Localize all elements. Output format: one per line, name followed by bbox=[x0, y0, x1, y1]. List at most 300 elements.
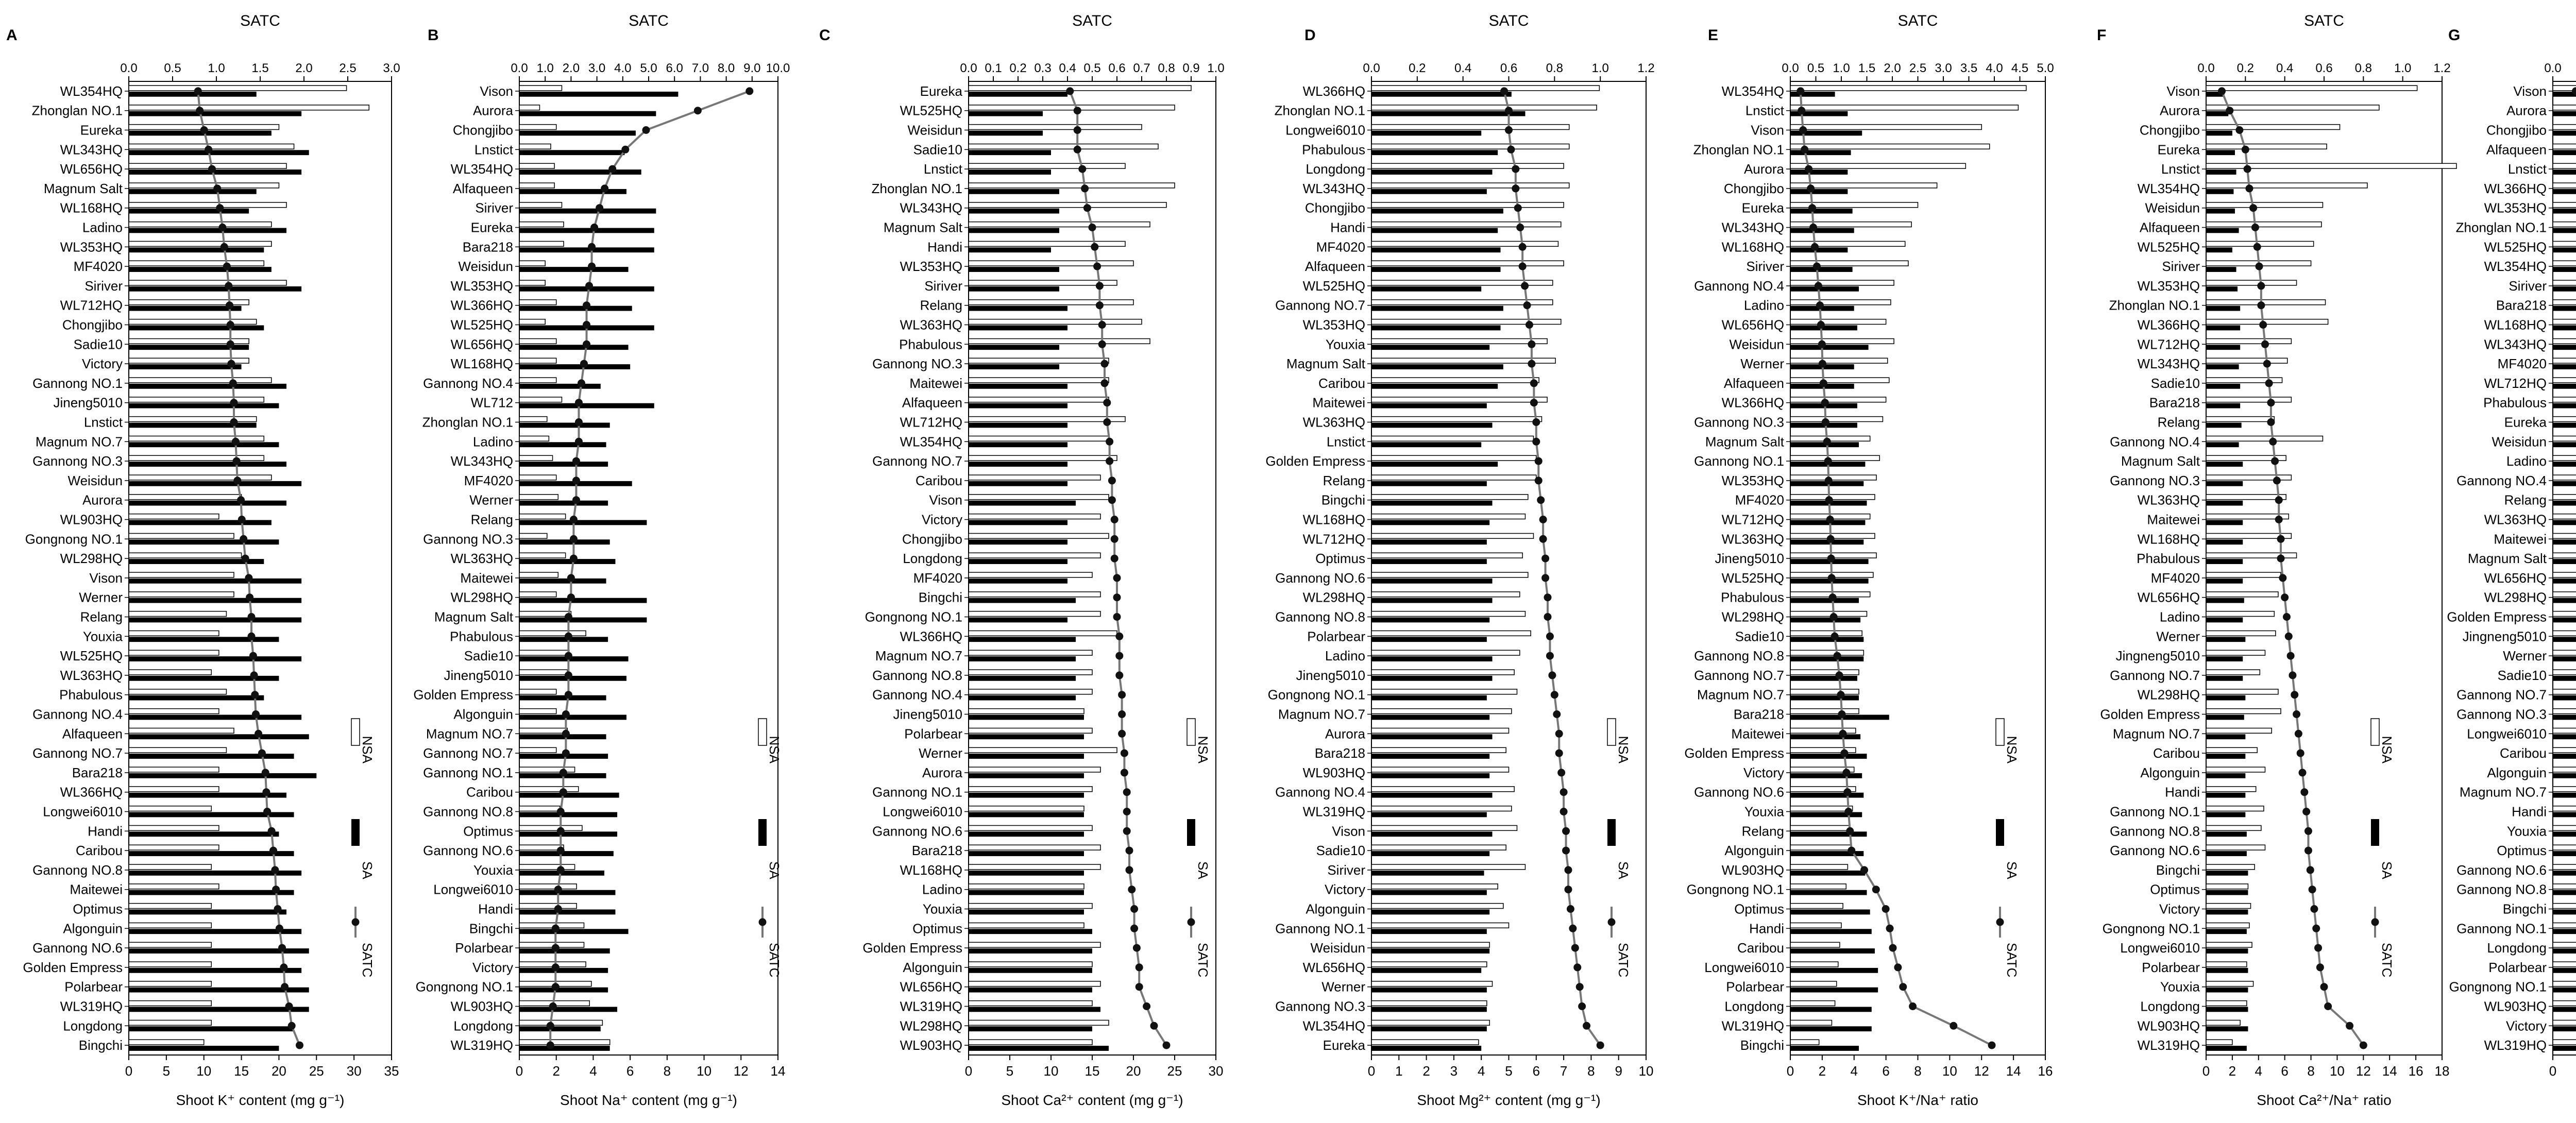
category-label: Ladino bbox=[2159, 609, 2200, 625]
category-label: Magnum NO.7 bbox=[1697, 687, 1784, 703]
satc-point bbox=[2249, 204, 2257, 212]
category-label: Gannong NO.4 bbox=[1275, 784, 1365, 800]
sa-bar bbox=[1790, 910, 1870, 915]
nsa-bar bbox=[2206, 728, 2272, 733]
satc-point bbox=[1091, 243, 1098, 251]
sa-bar bbox=[2206, 1026, 2248, 1031]
nsa-bar bbox=[2553, 962, 2576, 967]
category-label: WL168HQ bbox=[2484, 317, 2547, 333]
sa-bar bbox=[1371, 734, 1493, 739]
nsa-bar bbox=[129, 553, 242, 558]
nsa-bar bbox=[129, 747, 226, 753]
category-label: Youxia bbox=[2506, 823, 2547, 839]
sa-bar bbox=[2553, 364, 2576, 369]
nsa-bar bbox=[519, 436, 549, 441]
nsa-bar bbox=[1790, 709, 1859, 714]
satc-point bbox=[2235, 126, 2243, 134]
category-label: Phabulous bbox=[59, 687, 123, 703]
sa-bar bbox=[2553, 812, 2576, 818]
sa-bar bbox=[1371, 618, 1489, 623]
category-label: Eureka bbox=[2157, 142, 2200, 158]
satc-point bbox=[1576, 983, 1584, 991]
category-label: WL525HQ bbox=[450, 317, 513, 333]
sa-bar bbox=[1371, 578, 1493, 584]
nsa-bar bbox=[519, 300, 556, 305]
category-label: Longwei6010 bbox=[1285, 122, 1365, 138]
sa-bar bbox=[2206, 131, 2232, 136]
sa-bar bbox=[1790, 656, 1863, 661]
category-label: Handi bbox=[2512, 804, 2547, 820]
top-tick-label: 1.0 bbox=[1833, 61, 1850, 75]
satc-point bbox=[2253, 243, 2261, 251]
satc-point bbox=[1074, 146, 1081, 154]
nsa-bar bbox=[2206, 787, 2256, 792]
nsa-bar bbox=[1790, 338, 1894, 344]
top-tick-label: 3.0 bbox=[1935, 61, 1952, 75]
category-label: WL903HQ bbox=[60, 512, 123, 528]
nsa-bar bbox=[1790, 455, 1879, 461]
legend-nsa-swatch bbox=[1607, 719, 1616, 745]
sa-bar bbox=[2553, 189, 2576, 194]
category-label: WL168HQ bbox=[1721, 239, 1784, 255]
sa-bar bbox=[2553, 695, 2576, 701]
category-label: Gannong NO.3 bbox=[2110, 472, 2200, 488]
satc-point bbox=[2312, 925, 2320, 932]
satc-point bbox=[1074, 126, 1081, 134]
bottom-tick-label: 35 bbox=[384, 1063, 399, 1079]
sa-bar bbox=[969, 131, 1043, 136]
category-label: Werner bbox=[2503, 648, 2547, 664]
sa-bar bbox=[2206, 169, 2236, 175]
nsa-bar bbox=[519, 261, 545, 266]
satc-point bbox=[2287, 652, 2295, 660]
category-label: WL168HQ bbox=[60, 200, 123, 216]
category-label: MF4020 bbox=[1735, 492, 1784, 508]
category-label: Relang bbox=[1741, 823, 1784, 839]
category-label: Longdong bbox=[1724, 998, 1784, 1014]
satc-point bbox=[1899, 983, 1907, 991]
sa-bar bbox=[2553, 111, 2576, 116]
bottom-tick-label: 8 bbox=[1914, 1063, 1922, 1079]
category-label: Aurora bbox=[472, 103, 513, 118]
nsa-bar bbox=[1371, 495, 1528, 500]
sa-bar bbox=[519, 442, 606, 447]
sa-bar bbox=[1790, 1026, 1872, 1031]
category-label: Optimus bbox=[73, 901, 123, 917]
category-label: Gannong NO.1 bbox=[32, 375, 123, 391]
category-label: WL319HQ bbox=[60, 998, 123, 1014]
satc-point bbox=[1909, 1002, 1917, 1010]
satc-point bbox=[238, 516, 246, 523]
sa-bar bbox=[2206, 598, 2244, 603]
nsa-bar bbox=[2553, 300, 2576, 305]
category-label: WL343HQ bbox=[1302, 180, 1365, 196]
sa-bar bbox=[1790, 228, 1854, 233]
category-label: Longdong bbox=[1306, 161, 1365, 177]
top-tick-label: 0.0 bbox=[960, 61, 977, 75]
nsa-bar bbox=[519, 747, 556, 753]
category-label: WL525HQ bbox=[2137, 239, 2200, 255]
top-axis-title: SATC bbox=[240, 12, 280, 29]
nsa-bar bbox=[2553, 689, 2576, 694]
nsa-bar bbox=[2206, 436, 2323, 441]
panel-d bbox=[1265, 12, 1654, 1108]
legend-satc-label: SATC bbox=[1616, 943, 1631, 978]
legend-sa-label: SA bbox=[360, 861, 375, 879]
nsa-bar bbox=[519, 553, 566, 558]
nsa-bar bbox=[1371, 728, 1509, 733]
satc-point bbox=[1512, 165, 1519, 173]
sa-bar bbox=[519, 1007, 617, 1012]
nsa-bar bbox=[1371, 845, 1506, 850]
satc-point bbox=[1569, 925, 1577, 932]
panel-a bbox=[6, 12, 400, 1108]
nsa-bar bbox=[519, 475, 556, 480]
sa-bar bbox=[129, 384, 286, 389]
sa-bar bbox=[1790, 773, 1862, 778]
nsa-bar bbox=[2206, 125, 2340, 130]
category-label: Longwei6010 bbox=[1704, 959, 1784, 975]
sa-bar bbox=[2553, 209, 2576, 214]
nsa-bar bbox=[129, 183, 279, 188]
sa-bar bbox=[1790, 286, 1859, 292]
satc-point bbox=[251, 691, 259, 699]
top-axis-title: SATC bbox=[1488, 12, 1529, 29]
bottom-tick-label: 10 bbox=[196, 1063, 212, 1079]
top-tick-label: 0.6 bbox=[1108, 61, 1126, 75]
satc-point bbox=[562, 730, 570, 738]
satc-point bbox=[245, 574, 252, 582]
category-label: Longwei6010 bbox=[2120, 940, 2200, 956]
bottom-tick-label: 4 bbox=[2255, 1063, 2263, 1079]
sa-bar bbox=[129, 831, 279, 837]
satc-point bbox=[694, 107, 702, 114]
category-label: WL712HQ bbox=[60, 297, 123, 313]
category-label: WL656HQ bbox=[2137, 589, 2200, 605]
satc-point bbox=[1837, 691, 1845, 699]
nsa-bar bbox=[969, 1020, 1109, 1025]
sa-bar bbox=[129, 247, 264, 252]
nsa-bar bbox=[129, 631, 219, 636]
sa-bar bbox=[2553, 267, 2576, 272]
legend-sa-swatch bbox=[1187, 819, 1195, 846]
category-label: Lnstict bbox=[474, 142, 513, 158]
nsa-bar bbox=[1371, 553, 1522, 558]
satc-point bbox=[575, 418, 583, 426]
satc-point bbox=[565, 633, 572, 640]
satc-point bbox=[557, 808, 565, 815]
satc-point bbox=[1801, 146, 1808, 154]
nsa-bar bbox=[1371, 241, 1558, 246]
category-label: WL354HQ bbox=[450, 161, 513, 177]
satc-point bbox=[1121, 750, 1128, 757]
nsa-bar bbox=[2206, 631, 2276, 636]
category-label: Phabulous bbox=[2483, 395, 2547, 411]
top-tick-label: 0.0 bbox=[2544, 61, 2562, 75]
nsa-bar bbox=[519, 163, 554, 168]
nsa-bar bbox=[129, 787, 219, 792]
satc-point bbox=[560, 769, 567, 776]
sa-bar bbox=[129, 131, 272, 136]
satc-point bbox=[1111, 535, 1118, 543]
sa-bar bbox=[1790, 209, 1853, 214]
satc-point bbox=[572, 477, 580, 484]
category-label: Gannong NO.3 bbox=[1694, 414, 1784, 430]
sa-bar bbox=[1371, 92, 1512, 97]
sa-bar bbox=[969, 968, 1092, 973]
category-label: Jineng5010 bbox=[1296, 667, 1365, 683]
category-label: Relang bbox=[920, 297, 962, 313]
sa-bar bbox=[1371, 267, 1501, 272]
sa-bar bbox=[969, 851, 1084, 856]
satc-point bbox=[1078, 165, 1086, 173]
satc-point bbox=[560, 788, 567, 796]
category-label: Magnum NO.7 bbox=[875, 648, 962, 664]
satc-point bbox=[1113, 613, 1121, 621]
sa-bar bbox=[1371, 910, 1489, 915]
category-label: Handi bbox=[1330, 219, 1365, 235]
nsa-bar bbox=[2206, 806, 2264, 811]
sa-bar bbox=[519, 539, 610, 545]
category-label: WL298HQ bbox=[2137, 687, 2200, 703]
bottom-tick-label: 4 bbox=[1850, 1063, 1858, 1079]
category-label: Golden Empress bbox=[2447, 609, 2547, 625]
nsa-bar bbox=[519, 709, 556, 714]
nsa-bar bbox=[2553, 475, 2576, 480]
sa-bar bbox=[2553, 968, 2576, 973]
nsa-bar bbox=[1790, 125, 1981, 130]
nsa-bar bbox=[1790, 923, 1841, 928]
sa-bar bbox=[519, 929, 629, 934]
legend-nsa-label: NSA bbox=[1195, 736, 1211, 763]
category-label: Algonguin bbox=[903, 959, 962, 975]
category-label: Ladino bbox=[922, 881, 962, 897]
x-axis-title: Shoot Mg²⁺ content (mg g⁻¹) bbox=[1417, 1092, 1601, 1108]
category-label: Relang bbox=[2504, 492, 2547, 508]
satc-point bbox=[583, 301, 590, 309]
nsa-bar bbox=[519, 728, 567, 733]
category-label: Golden Empress bbox=[23, 959, 123, 975]
satc-point bbox=[1514, 204, 1522, 212]
sa-bar bbox=[519, 169, 641, 175]
nsa-bar bbox=[519, 650, 569, 655]
category-label: Gannong NO.3 bbox=[423, 531, 513, 547]
sa-bar bbox=[2206, 247, 2232, 252]
top-tick-label: 4.0 bbox=[1986, 61, 2003, 75]
category-label: Chongjibo bbox=[452, 122, 513, 138]
sa-bar bbox=[969, 423, 1067, 428]
nsa-bar bbox=[2553, 163, 2576, 168]
sa-bar bbox=[969, 364, 1059, 369]
bottom-tick-label: 6 bbox=[1882, 1063, 1890, 1079]
sa-bar bbox=[519, 1026, 601, 1031]
category-label: Jingneng5010 bbox=[2462, 628, 2547, 644]
satc-point bbox=[565, 671, 572, 679]
nsa-bar bbox=[129, 923, 211, 928]
satc-point bbox=[1532, 418, 1540, 426]
satc-point bbox=[237, 496, 245, 504]
sa-bar bbox=[519, 150, 624, 155]
sa-bar bbox=[2206, 462, 2243, 467]
legend-nsa-swatch bbox=[351, 719, 360, 745]
satc-point bbox=[1121, 769, 1128, 776]
category-label: Bingchi bbox=[2502, 901, 2547, 917]
category-label: Magnum NO.7 bbox=[426, 726, 513, 742]
satc-point bbox=[288, 1022, 296, 1030]
category-label: Lnstict bbox=[923, 161, 962, 177]
category-label: WL343HQ bbox=[2484, 336, 2547, 352]
satc-point bbox=[1083, 204, 1091, 212]
bottom-tick-label: 0 bbox=[2549, 1063, 2557, 1079]
nsa-bar bbox=[969, 592, 1100, 597]
satc-point bbox=[575, 399, 583, 406]
category-label: WL363HQ bbox=[900, 317, 962, 333]
top-tick-label: 10.0 bbox=[766, 61, 790, 75]
category-label: Alfaqueen bbox=[452, 180, 513, 196]
sa-bar bbox=[2553, 326, 2576, 331]
sa-bar bbox=[969, 326, 1067, 331]
top-tick-label: 0.0 bbox=[1782, 61, 1799, 75]
category-label: Maitewei bbox=[460, 570, 513, 586]
sa-bar bbox=[1371, 442, 1481, 447]
category-label: WL354HQ bbox=[900, 434, 962, 450]
nsa-bar bbox=[2206, 981, 2253, 986]
nsa-bar bbox=[969, 650, 1092, 655]
category-label: Youxia bbox=[1325, 336, 1365, 352]
satc-point bbox=[1118, 710, 1126, 718]
category-label: WL298HQ bbox=[60, 551, 123, 567]
panel-letter: G bbox=[2448, 27, 2461, 44]
sa-bar bbox=[969, 695, 1076, 701]
satc-point bbox=[1136, 963, 1143, 971]
nsa-bar bbox=[519, 514, 566, 519]
sa-bar bbox=[519, 910, 615, 915]
satc-point bbox=[249, 652, 257, 660]
sa-bar bbox=[969, 189, 1059, 194]
sa-bar bbox=[129, 637, 279, 642]
category-label: Sadie10 bbox=[464, 648, 513, 664]
satc-point bbox=[1505, 126, 1513, 134]
category-label: WL903HQ bbox=[450, 998, 513, 1014]
nsa-bar bbox=[2553, 514, 2576, 519]
nsa-bar bbox=[1790, 378, 1889, 383]
satc-point bbox=[221, 243, 228, 251]
category-label: WL353HQ bbox=[900, 259, 962, 275]
category-label: WL343HQ bbox=[2137, 356, 2200, 372]
sa-bar bbox=[2206, 793, 2245, 798]
category-label: WL656HQ bbox=[1721, 317, 1784, 333]
nsa-bar bbox=[1790, 241, 1905, 246]
category-label: Aurora bbox=[2506, 103, 2547, 118]
nsa-bar bbox=[969, 241, 1125, 246]
category-label: WL903HQ bbox=[2484, 998, 2547, 1014]
sa-bar bbox=[2206, 1007, 2248, 1012]
satc-point bbox=[240, 535, 247, 543]
category-label: Gongnong NO.1 bbox=[2102, 921, 2200, 937]
sa-bar bbox=[129, 462, 286, 467]
category-label: Victory bbox=[2159, 901, 2200, 917]
category-label: Caribou bbox=[466, 784, 513, 800]
top-tick-label: 0.5 bbox=[1083, 61, 1101, 75]
nsa-bar bbox=[519, 495, 558, 500]
category-label: Aurora bbox=[2159, 103, 2200, 118]
satc-point bbox=[2283, 613, 2291, 621]
sa-bar bbox=[129, 1007, 309, 1012]
nsa-bar bbox=[969, 923, 1084, 928]
category-label: WL298HQ bbox=[450, 589, 513, 605]
nsa-bar bbox=[2206, 397, 2291, 402]
satc-point bbox=[608, 165, 616, 173]
category-label: Weisidun bbox=[2492, 434, 2547, 450]
bottom-tick-label: 10 bbox=[2329, 1063, 2345, 1079]
category-label: WL168HQ bbox=[450, 356, 513, 372]
sa-bar bbox=[2553, 501, 2576, 506]
category-label: Bara218 bbox=[2496, 297, 2547, 313]
category-label: Gannong NO.1 bbox=[1275, 921, 1365, 937]
nsa-bar bbox=[1371, 572, 1528, 577]
satc-point bbox=[1526, 321, 1533, 329]
satc-point bbox=[1797, 87, 1804, 95]
sa-bar bbox=[2553, 345, 2576, 350]
satc-point bbox=[1537, 496, 1545, 504]
category-label: Magnum NO.7 bbox=[1278, 706, 1365, 722]
satc-point bbox=[2257, 301, 2265, 309]
sa-bar bbox=[969, 948, 1092, 954]
satc-point bbox=[1798, 107, 1805, 114]
nsa-bar bbox=[969, 338, 1150, 344]
category-label: Eureka bbox=[470, 219, 513, 235]
nsa-bar bbox=[2553, 592, 2576, 597]
category-label: Magnum NO.7 bbox=[2459, 784, 2547, 800]
nsa-bar bbox=[129, 904, 211, 909]
nsa-bar bbox=[519, 942, 584, 947]
category-label: Sadie10 bbox=[73, 336, 123, 352]
nsa-bar bbox=[129, 319, 257, 325]
satc-point bbox=[1133, 944, 1141, 952]
bottom-tick-label: 2 bbox=[2228, 1063, 2236, 1079]
bottom-tick-label: 1 bbox=[1395, 1063, 1403, 1079]
nsa-bar bbox=[519, 689, 556, 694]
sa-bar bbox=[519, 267, 629, 272]
category-label: Golden Empress bbox=[2100, 706, 2200, 722]
sa-bar bbox=[2553, 1026, 2576, 1031]
category-label: WL319HQ bbox=[2137, 1037, 2200, 1053]
satc-point bbox=[1126, 847, 1133, 855]
bottom-tick-label: 10 bbox=[1043, 1063, 1059, 1079]
satc-point bbox=[1872, 886, 1880, 893]
sa-bar bbox=[2553, 734, 2576, 739]
sa-bar bbox=[969, 715, 1084, 720]
sa-bar bbox=[2553, 150, 2576, 155]
sa-bar bbox=[2553, 637, 2576, 642]
sa-bar bbox=[969, 462, 1067, 467]
sa-bar bbox=[519, 656, 629, 661]
satc-point bbox=[233, 457, 241, 465]
satc-point bbox=[547, 1042, 554, 1049]
legend-nsa-swatch bbox=[758, 719, 767, 745]
satc-point bbox=[2273, 477, 2281, 484]
nsa-bar bbox=[129, 1040, 204, 1045]
sa-bar bbox=[969, 209, 1059, 214]
panel-letter: F bbox=[2097, 27, 2107, 44]
sa-bar bbox=[129, 306, 242, 311]
category-label: WL354HQ bbox=[2137, 180, 2200, 196]
x-axis-title: Shoot Ca²⁺/Na⁺ ratio bbox=[2257, 1092, 2392, 1108]
category-label: WL354HQ bbox=[1721, 83, 1784, 99]
satc-point bbox=[1578, 1002, 1586, 1010]
bottom-tick-label: 0 bbox=[2202, 1063, 2210, 1079]
satc-point bbox=[1889, 944, 1896, 952]
